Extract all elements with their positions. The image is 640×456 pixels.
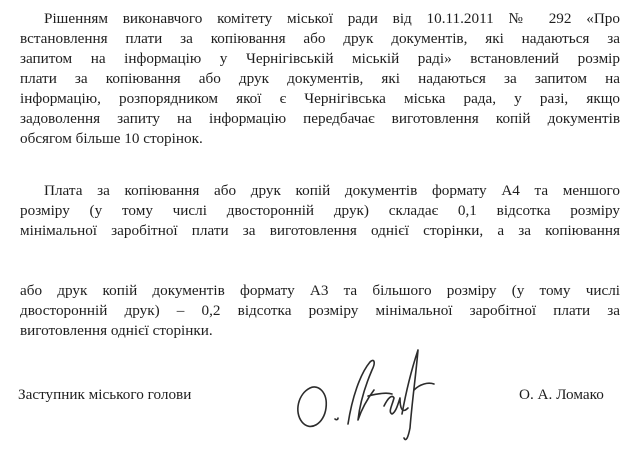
text-line: Рішенням виконавчого комітету міської ради від 10.11.2011 № 292 «Про (44, 10, 620, 27)
text-line: виготовлення однієї сторінки. (20, 322, 213, 339)
text-line: розміру (у тому числі двосторонній друк) складає 0,1 відсотка розміру (20, 202, 620, 219)
text-line: двосторонній друк) – 0,2 відсотка розміру мінімальної заробітної плати за (20, 302, 620, 319)
signatory-position: Заступник міського голови (18, 386, 192, 403)
text-line: обсягом більше 10 сторінок. (20, 130, 203, 147)
text-line: плати за копіювання або друк документів, які надаються за запитом на (20, 70, 620, 87)
text-line: Плата за копіювання або друк копій документів формату А4 та меншого (44, 182, 620, 199)
text-line: або друк копій документів формату А3 та більшого розміру (у тому числі (20, 282, 620, 299)
text-line: мінімальної заробітної плати за виготовлення однієї сторінки, а за копіювання (20, 222, 620, 239)
text-line: задоволення запиту на інформацію передбачає виготовлення копій документів (20, 110, 620, 127)
text-line: запитом на інформацію у Чернігівській міській раді» встановлений розмір (20, 50, 620, 67)
handwritten-signature (288, 328, 448, 446)
signatory-name: О. А. Ломако (519, 386, 604, 403)
text-line: встановлення плати за копіювання або друк документів, які надаються за (20, 30, 620, 47)
text-line: інформацію, розпорядником якої є Чернігівська міська рада, у разі, якщо (20, 90, 620, 107)
